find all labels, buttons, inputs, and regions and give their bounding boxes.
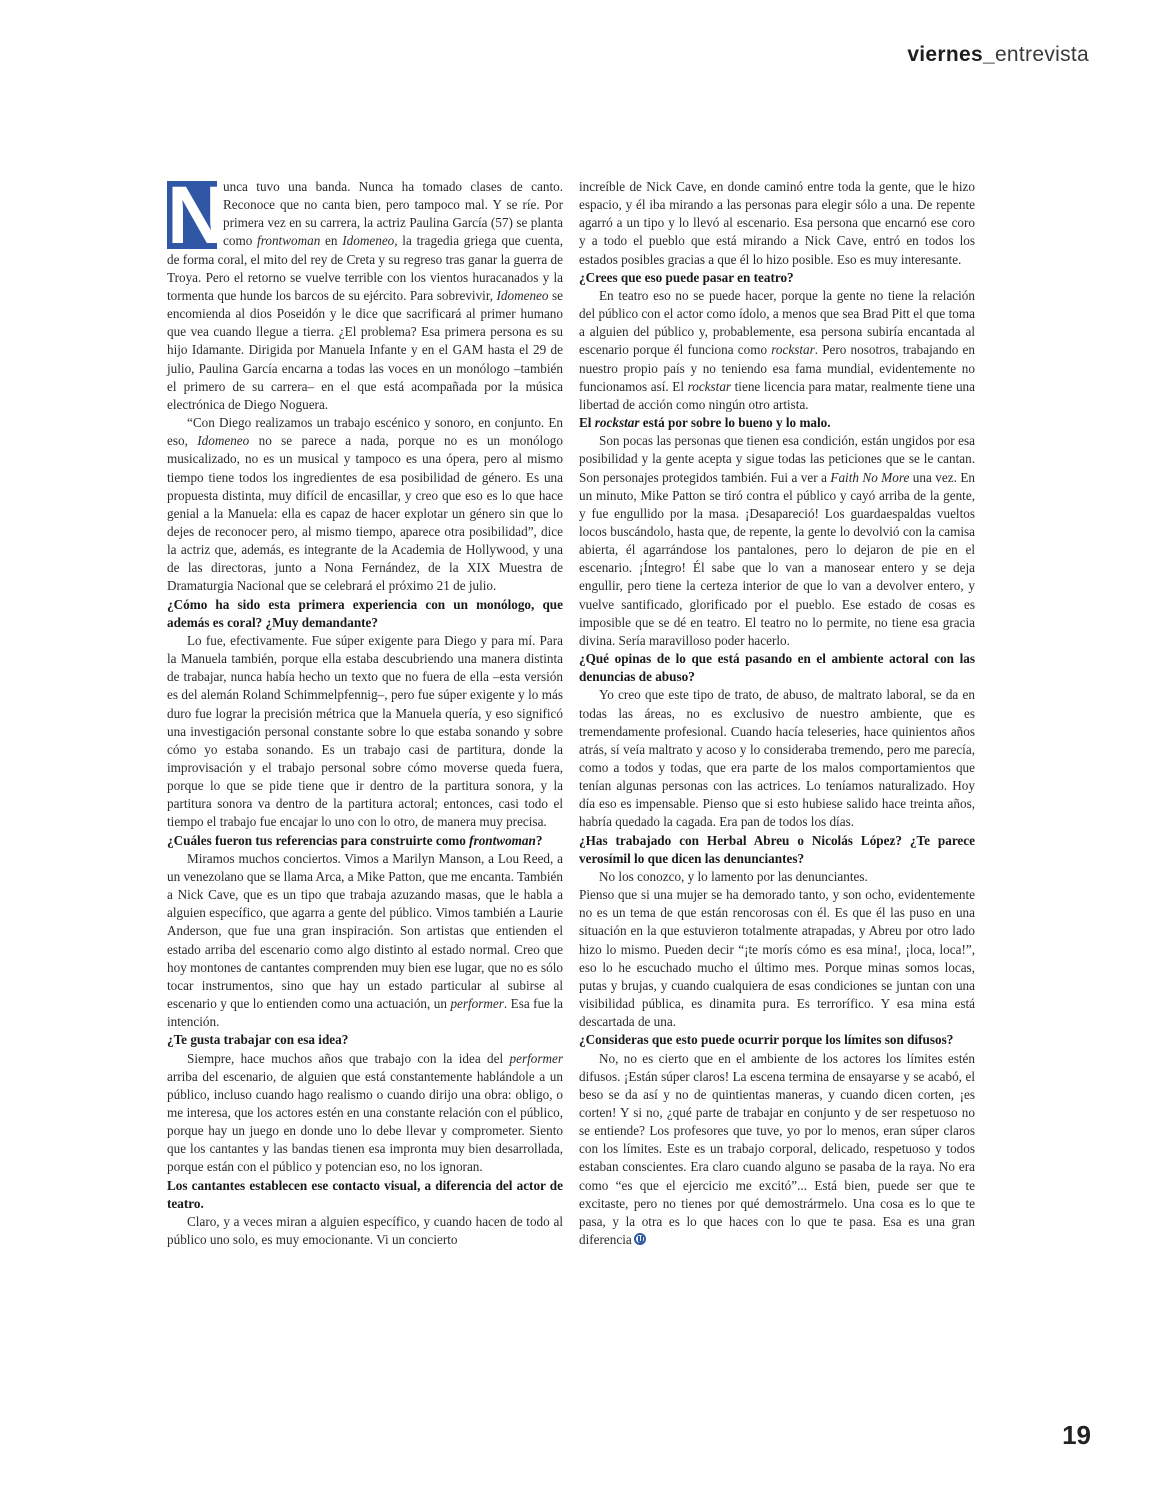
- magazine-end-mark-icon: [634, 1233, 646, 1245]
- article-column-left: [167, 170, 563, 1249]
- paragraph-continued: increíble de Nick Cave, en donde caminó entre toda la gente, que le hizo espacio, y él iba mirando a las personas para elegir sólo a una. De repente agarró a un tipo y lo llevó al escenario. Esa persona que encarnó ese coro y a todo el pueblo que está mirando a Nick Cave, entró en todos los estados posibles gracias a que él lo hizo posible. Eso es muy interesante.: [579, 179, 975, 267]
- answer: Claro, y a veces miran a alguien específico, y cuando hacen de todo al público uno solo, es muy emocionante. Vi un concierto: [167, 1213, 563, 1248]
- question: ¿Cómo ha sido esta primera experiencia con un monólogo, que además es coral? ¿Muy demandante?: [167, 596, 563, 630]
- subsection-name: entrevista: [994, 43, 1089, 66]
- page-number: 19: [1062, 1420, 1091, 1450]
- answer: En teatro eso no se puede hacer, porque la gente no tiene la relación del público con el actor como ídolo, a menos que sea Brad Pitt el que toma a alguien del público y, probablemente, esa persona subiría encantada al escenario porque él funciona como rockstar. Pero nosotros, trabajando en nuestro propio país y no teniendo esa fama mundial, evidentemente no funcionamos así. El rockstar tiene licencia para matar, realmente tiene una libertad de acción como ningún otro artista.: [579, 287, 975, 412]
- answer: Son pocas las personas que tienen esa condición, están ungidos por esa posibilidad y la gente acepta y sigue todas las peticiones que se le cantan. Son personajes protegidos también. Fui a ver a Faith No More una vez. En un minuto, Mike Patton se tiró contra el público y cayó arriba de la gente, y fue engullido por la masa. ¡Desapareció! Los guardaespaldas vueltos locos buscándolo, hasta que, de repente, la gente lo devolvió con la camisa abierta, él agarrándose los pantalones, pero lo dejaron de pie en el escenario. ¡Íntegro! Él sabe que lo van a manosear entero y se deja engullir, pero tiene la certeza interior de que lo van a devolver entero, y vuelve santificado, glorificado por el pueblo. Ese estado de cosas es imposible que se dé en teatro. El teatro no lo permite, no tiene esa gracia divina. Sería maravilloso poder hacerlo.: [579, 433, 975, 648]
- running-header: [907, 42, 1089, 67]
- answer: Miramos muchos conciertos. Vimos a Marilyn Manson, a Lou Reed, a un venezolano que se llama Arca, a Mike Patton, que me encanta. También a Nick Cave, que es un tipo que trabaja azuzando masas, que le habla a alguien específico, que agarra a gente del público. Vimos también a Laurie Anderson, que fue una gran inspiración. Son artistas que entienden el estado arriba del escenario como algo distinto al estado normal. Creo que hoy montones de cantantes comprenden muy bien ese lugar, que no es sólo tocar instrumentos, sino que hay un estado particular al subirse al escenario y que lo entienden como una actuación, un performer. Esa fue la intención.: [167, 850, 563, 1030]
- dropcap: N: [167, 170, 227, 261]
- answer: Lo fue, efectivamente. Fue súper exigente para Diego y para mí. Para la Manuela también, porque ella estaba descubriendo una manera distinta de trabajar, nunca había hecho un texto que no fuera de ella –esta versión es del alemán Roland Schimmelpfennig–, pero fue súper exigente y lo más duro fue lograr la precisión métrica que la Manuela quería, y eso significó una investigación personal constante sobre lo que estaba sonando y sobre cómo yo estaba sonando. Es un trabajo casi de partitura, donde la improvisación y el trabajo personal sobre cómo moverse queda fuera, porque lo que se pide tiene que ir dentro de la partitura sonora, y la partitura sonora va dentro de la partitura actoral; entonces, casi todo el tiempo el trabajo fue encajar lo uno con lo otro, de manera muy precisa.: [167, 632, 563, 830]
- section-name: viernes: [907, 43, 983, 66]
- question: ¿Crees que eso puede pasar en teatro?: [579, 269, 794, 285]
- answer: Yo creo que este tipo de trato, de abuso, de maltrato laboral, se da en todas las áreas, no es exclusivo de nuestro ambiente, que es tremendamente profesional. Cuando hacía teleseries, hace quinientos años atrás, sí veía maltrato y acoso y lo consideraba tremendo, pero me parecía, como a todos y todas, que era parte de los malos comportamientos que tenían algunas personas con las actrices. Lo teníamos naturalizado. Hoy día eso es impensable. Pienso que si esto hubiese salido hace treinta años, habría quedado la cagada. Era pan de todos los días.: [579, 687, 975, 830]
- question: ¿Cuáles fueron tus referencias para construirte como frontwoman?: [167, 832, 543, 848]
- answer: No los conozco, y lo lamento por las denunciantes.: [599, 868, 868, 884]
- answer: No, no es cierto que en el ambiente de los actores los límites estén difusos. ¡Están súper claros! La escena termina de ensayarse y se acabó, el beso se da así y no de quintientas maneras, y cuando dicen corten, ¡es corten! Y si no, ¿qué parte de trabajar en conjunto y de ser respetuoso no se entiende? Los profesores que tuve, yo por lo menos, eran súper claros con los límites. Este es un trabajo corporal, delicado, respetuoso y todos estaban conscientes. Era claro cuando alguno se pasaba de la raya. No era como “es que el ejercicio me excitó”... Está bien, puede ser que te excitaste, pero no tienes por qué demostrármelo. Una cosa es lo que te pasa, y la otra es lo que haces con lo que te pasa. Esa es una gran diferencia: [579, 1050, 975, 1248]
- article-column-right: [579, 178, 975, 1249]
- question: El rockstar está por sobre lo bueno y lo malo.: [579, 415, 831, 431]
- question: ¿Qué opinas de lo que está pasando en el ambiente actoral con las denuncias de abuso?: [579, 651, 975, 685]
- section-separator: _: [982, 43, 995, 66]
- intro-paragraph: N unca tuvo una banda. Nunca ha tomado clases de canto. Reconoce que no canta bien, pero tampoco mal. Y se ríe. Por primera vez en su carrera, la actriz Paulina García (57) se planta como frontwoman en Idomeneo, la tragedia griega que cuenta, de forma coral, el mito del rey de Creta y su regreso tras ganar la guerra de Troya. Pero el retorno se vuelve terrible con los vientos huracanados y la tormenta que hunde los barcos de su ejército. Para sobrevivir, Idomeneo se encomienda al dios Poseidón y le dice que sacrificará al primer humano que vea cuando llegue a tierra. ¿El problema? Esa primera persona es su hijo Idamante. Dirigida por Manuela Infante y en el GAM hasta el 29 de julio, Paulina García encarna a todas las voces en un monólogo –también el primero de su carrera– en el que está acompañada por la música electrónica de Diego Noguera.: [167, 170, 563, 412]
- question: ¿Te gusta trabajar con esa idea?: [167, 1032, 349, 1048]
- question: Los cantantes establecen ese contacto visual, a diferencia del actor de teatro.: [167, 1177, 563, 1211]
- question: ¿Has trabajado con Herbal Abreu o Nicolás López? ¿Te parece verosímil lo que dicen las denunciantes?: [579, 832, 975, 866]
- question: ¿Consideras que esto puede ocurrir porque los límites son difusos?: [579, 1032, 954, 1048]
- paragraph: “Con Diego realizamos un trabajo escénico y sonoro, en conjunto. En eso, Idomeneo no se parece a nada, porque no es un monólogo musicalizado, no es un musical y tampoco es una ópera, pero al mismo tiempo tiene todos los ingredientes de esa posibilidad de género. Es una propuesta distinta, muy difícil de encasillar, y creo que eso es lo que hace genial a la Manuela: ella es capaz de hacer explotar un género sin que lo dejes de reconocer pero, al mismo tiempo, aparece otra posibilidad”, dice la actriz que, además, es integrante de la Academia de Hollywood, y una de las directoras, junto a Nona Fernández, de la XIX Muestra de Dramaturgia Nacional que se celebrará el próximo 21 de julio.: [167, 415, 563, 594]
- answer-continued: Pienso que si una mujer se ha demorado tanto, y son ocho, evidentemente no es un tema de que están rencorosas con él. Es que él las puso en una situación en la que estuvieron totalmente atrapadas, y Abreu por otro lado hizo lo mismo. Pueden decir “¡te morís cómo es esa mina!, ¡loca, loca!”, eso lo he escuchado mucho el último mes. Porque minas somos locas, putas y brujas, y cuando cualquiera de esas condiciones se juntan con una visibilidad pública, es dinamita pura. Es terrorífico. Y esa mina está descartada de una.: [579, 887, 975, 1030]
- answer: Siempre, hace muchos años que trabajo con la idea del performer arriba del escenario, de alguien que está constantemente hablándole a un público, incluso cuando hago realismo o cuando dirijo una obra: obligo, o me interesa, que los actores estén en una constante relación con el público, porque hay un juego en donde uno lo debe llevar y comprometer. Siento que los cantantes y las bandas tienen esa impronta muy bien desarrollada, porque están con el público y potencian eso, no los ignoran.: [167, 1050, 563, 1175]
